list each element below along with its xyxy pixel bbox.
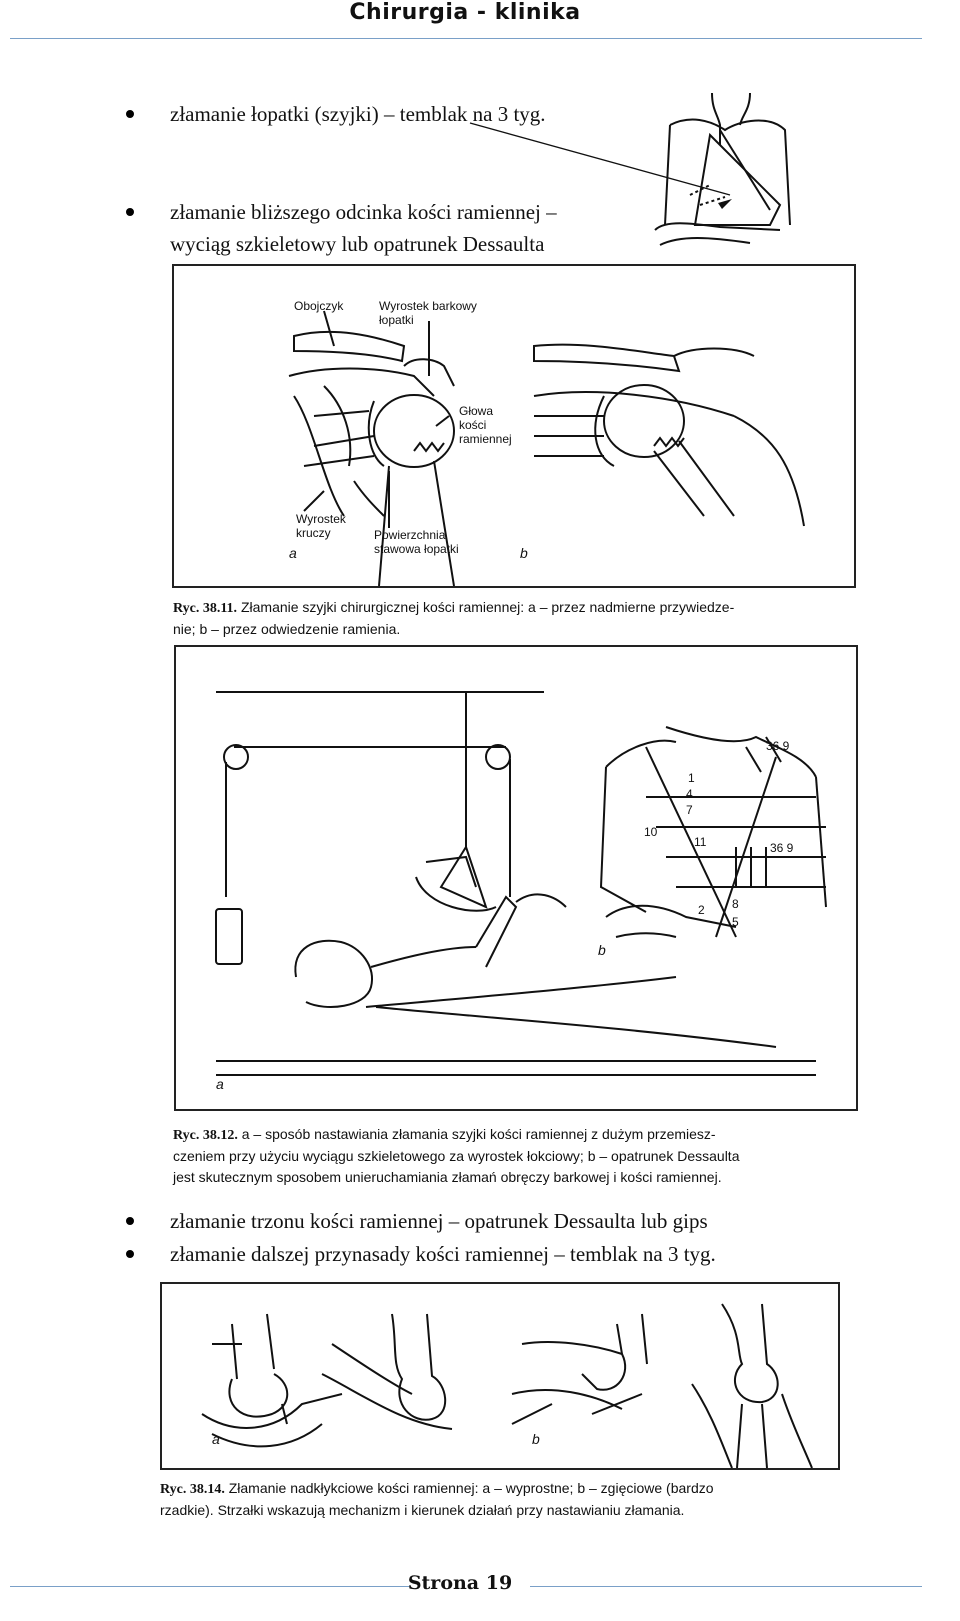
figure-shoulder-fracture: [172, 264, 856, 588]
bandage-number: 11: [694, 835, 707, 849]
bandage-number: 36 9: [766, 739, 790, 753]
bullet-text-line2: wyciąg szkieletowy lub opatrunek Dessaulta: [170, 232, 545, 256]
panel-label-b: b: [532, 1431, 540, 1447]
page-header-title: Chirurgia - klinika: [349, 0, 581, 25]
elbow-fracture-drawing: [162, 1284, 838, 1468]
bandage-number: 10: [644, 825, 658, 839]
caption-ref: Ryc. 38.14.: [160, 1482, 225, 1497]
panel-label-a: a: [289, 545, 297, 561]
bullet-dot: [126, 208, 134, 216]
bandage-number: 8: [732, 897, 739, 911]
caption-ref: Ryc. 38.12.: [173, 1128, 238, 1143]
bullet-text: złamanie dalszej przynasady kości ramiennej – temblak na 3 tyg.: [170, 1242, 716, 1266]
figure-3-caption: [160, 1478, 860, 1521]
figure-2-caption: [173, 1124, 873, 1188]
bandage-number: 36 9: [770, 841, 794, 855]
pointer-line: [470, 123, 730, 195]
bullet-dot: [126, 1217, 134, 1225]
bullet-text: złamanie trzonu kości ramiennej – opatrunek Dessaulta lub gips: [170, 1209, 708, 1233]
panel-label-a: a: [212, 1431, 220, 1447]
label-obojczyk: Obojczyk: [294, 299, 344, 313]
panel-label-b: b: [598, 942, 606, 958]
bullet-text-line1: złamanie bliższego odcinka kości ramiennej –: [170, 200, 557, 224]
bandage-number: 4: [686, 787, 693, 801]
caption-line: rzadkie). Strzałki wskazują mechanizm i kierunek działań przy nastawianiu złamania.: [160, 1502, 685, 1518]
caption-line: jest skutecznym sposobem unieruchamiania złamań obręczy barkowej i kości ramiennej.: [173, 1169, 722, 1185]
bandage-number: 5: [732, 915, 739, 929]
bandage-number: 1: [688, 771, 695, 785]
label-wyrostek-barkowy: Wyrostek barkowy łopatki: [379, 299, 477, 327]
sling-illustration: [450, 85, 810, 265]
figure-supracondylar-fracture: [160, 1282, 840, 1470]
panel-label-b: b: [520, 545, 528, 561]
panel-label-a: a: [216, 1076, 224, 1092]
bullet-dot: [126, 110, 134, 118]
bandage-number: 2: [698, 903, 705, 917]
header-rule: [10, 38, 922, 39]
caption-line: czeniem przy użyciu wyciągu szkieletowego za wyrostek łokciowy; b – opatrunek Dessaulta: [173, 1148, 740, 1164]
bullet-text: złamanie łopatki (szyjki) – temblak na 3 tyg.: [170, 102, 546, 126]
caption-line: Złamanie szyjki chirurgicznej kości ramiennej: a – przez nadmierne przywiedze-: [240, 599, 735, 615]
page-number: Strona 19: [407, 1572, 513, 1594]
label-powierzchnia: Powierzchnia stawowa łopatki: [374, 528, 459, 556]
traction-and-bandage-drawing: [176, 647, 856, 1109]
label-wyrostek-kruczy: Wyrostek kruczy: [296, 512, 346, 540]
figure-traction-dessault: [174, 645, 858, 1111]
footer-rule-right: [530, 1586, 922, 1587]
caption-ref: Ryc. 38.11.: [173, 601, 238, 616]
caption-line: nie; b – przez odwiedzenie ramienia.: [173, 621, 401, 637]
footer-rule-left: [10, 1586, 410, 1587]
caption-line: a – sposób nastawiania złamania szyjki kości ramiennej z dużym przemiesz-: [241, 1126, 716, 1142]
caption-line: Złamanie nadkłykciowe kości ramiennej: a – wyprostne; b – zgięciowe (bardzo: [228, 1480, 714, 1496]
shoulder-anatomy-drawing: [174, 266, 854, 586]
label-glowa: Głowa kości ramiennej: [459, 404, 512, 446]
figure-1-caption: [173, 597, 863, 640]
bandage-number: 7: [686, 803, 693, 817]
bullet-dot: [126, 1250, 134, 1258]
